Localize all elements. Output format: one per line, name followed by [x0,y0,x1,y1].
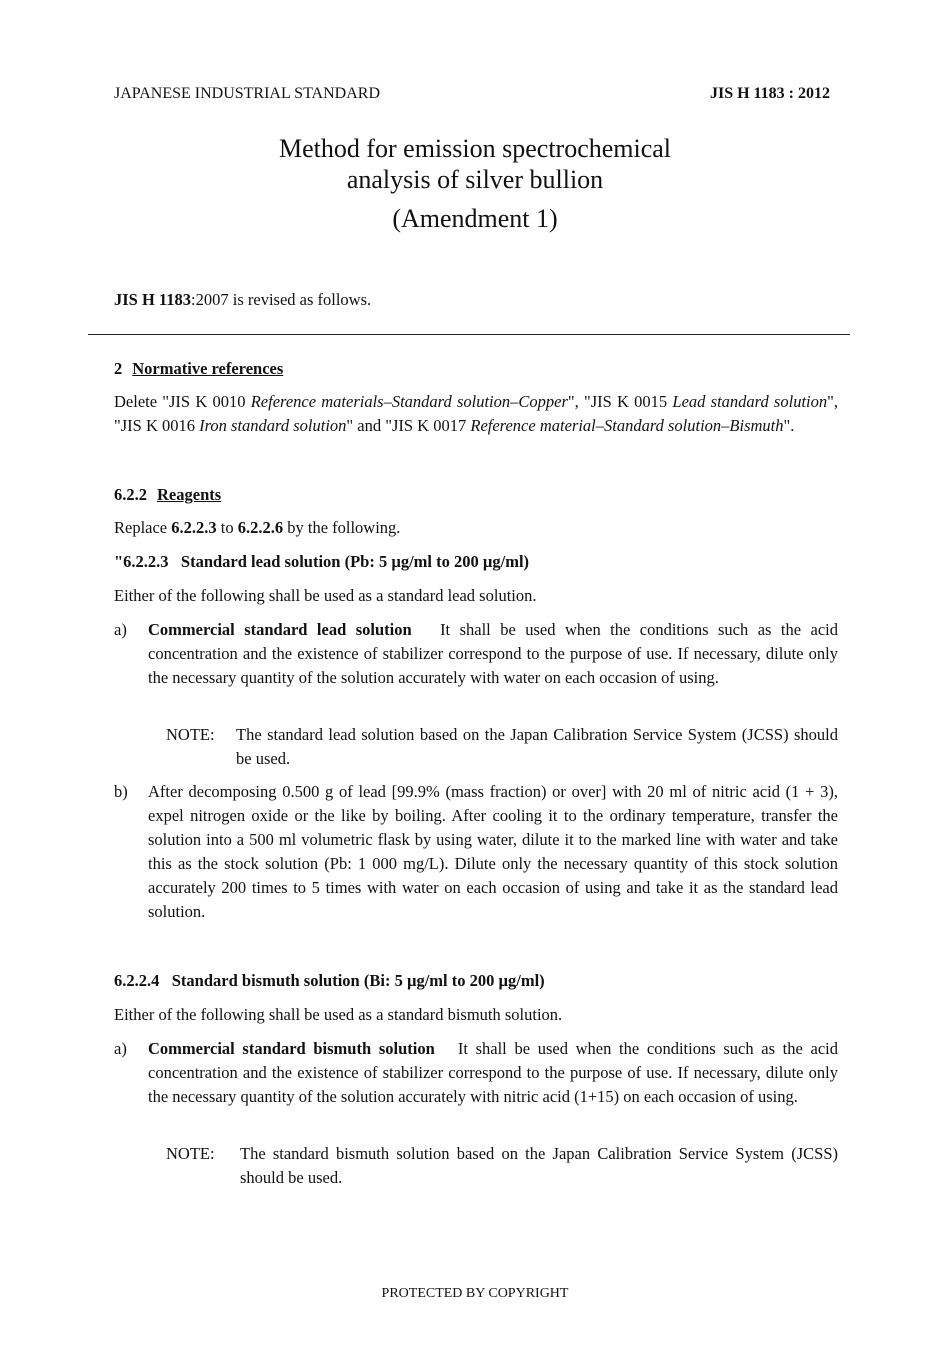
section-number: 2 [114,359,123,378]
note-text: The standard bismuth solution based on the Japan Calibration Service System (JCSS) should be used. [240,1144,838,1187]
section-title: Reagents [157,485,222,504]
horizontal-rule [88,334,850,335]
text-run: to [216,518,238,537]
revised-text: :2007 is revised as follows. [191,290,372,309]
revised-std-number: JIS H 1183 [114,290,192,309]
header-standard-number: JIS H 1183 : 2012 [709,85,830,102]
document-title-amendment: (Amendment 1) [392,204,558,233]
ref-title: Lead standard solution [672,392,828,411]
item-label: a) [114,1039,127,1058]
section-2-paragraph [114,390,838,438]
text-run: ", "JIS K 0016 [114,392,838,435]
item-text: It shall be used when the conditions such as the acid concentration and the existence of stabilizer correspond to the purpose of use. If necessary, dilute only the necessary quantity of the solution accurately with nitric acid (1+15) on each occasion of using. [148,1039,839,1106]
item-title: Commercial standard lead solution [148,620,412,639]
ref-title: Reference material–Standard solution–Bismuth [470,416,784,435]
item-text: After decomposing 0.500 g of lead [99.9% (mass fraction) or over] with 20 ml of nitric acid (1 + 3), expel nitrogen oxide or the like by boiling. After cooling it to the ordinary temperature, transfer the solution into a 500 ml volumetric flask by using water, dilute it to the marked line with water and take this as the stock solution (Pb: 1 000 mg/L). Dilute only the necessary quantity of this stock solution accurately 200 times to 5 times with water on each occasion of using and take it as the standard lead solution. [148,782,838,921]
text-run: Replace [114,518,172,537]
revision-statement [114,288,371,312]
item-text: It shall be used when the conditions such as the acid concentration and the existence of stabilizer correspond to the purpose of use. If necessary, dilute only the necessary quantity of the solution accurately with water on each occasion of using. [148,620,838,687]
list-item-a-bismuth [114,1037,838,1109]
section-622-heading [114,483,221,507]
list-item-a-lead [114,618,838,690]
clause-6223-heading: "6.2.2.3 Standard lead solution (Pb: 5 µg/ml to 200 µg/ml) [114,552,530,571]
text-run: Delete "JIS K 0010 [114,392,251,411]
ref-title: Iron standard solution [199,416,347,435]
document-title-line1: Method for emission spectrochemical [278,134,672,163]
note-lead [166,723,838,771]
text-run: ", "JIS K 0015 [567,392,673,411]
clause-ref: 6.2.2.6 [237,518,284,537]
replace-statement [114,516,838,540]
item-label: a) [114,620,127,639]
clause-6223-intro: Either of the following shall be used as a standard lead solution. [114,586,537,605]
copyright-footer: PROTECTED BY COPYRIGHT [381,1286,569,1301]
note-label: NOTE: [166,725,215,744]
note-label: NOTE: [166,1144,215,1163]
document-title-line2: analysis of silver bullion [346,165,604,194]
ref-title: Reference materials–Standard solution–Copper [250,392,568,411]
section-title: Normative references [132,359,284,378]
text-run: " and "JIS K 0017 [346,416,471,435]
text-run: by the following. [283,518,401,537]
list-item-b-lead [114,780,838,924]
note-text: The standard lead solution based on the Japan Calibration Service System (JCSS) should be used. [236,725,838,768]
clause-ref: 6.2.2.3 [171,518,217,537]
section-number: 6.2.2 [114,485,147,504]
clause-6224-heading: 6.2.2.4 Standard bismuth solution (Bi: 5 µg/ml to 200 µg/ml) [114,971,545,990]
item-title: Commercial standard bismuth solution [148,1039,435,1058]
clause-6224-intro: Either of the following shall be used as a standard bismuth solution. [114,1005,563,1024]
header-standard-name: JAPANESE INDUSTRIAL STANDARD [114,85,380,102]
text-run: ". [783,416,795,435]
note-bismuth [166,1142,838,1190]
section-2-heading [114,357,283,381]
item-label: b) [114,782,128,801]
